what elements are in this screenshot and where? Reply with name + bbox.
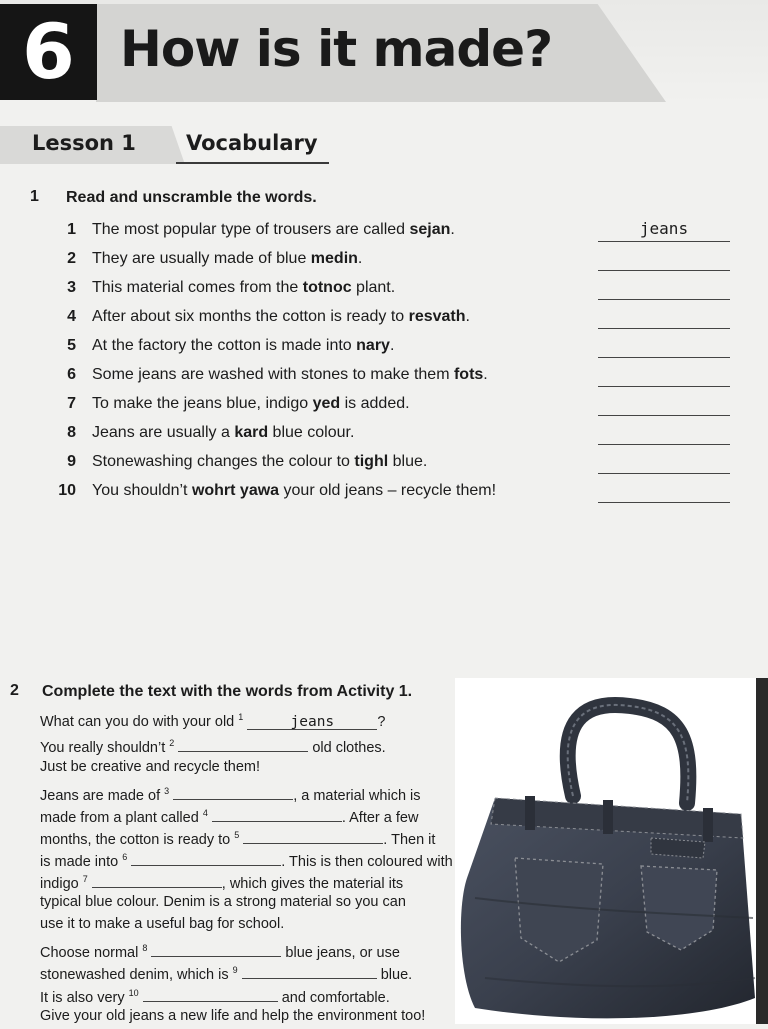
gap-number: 6: [122, 852, 128, 863]
text-line: What can you do with your old $^1$ jeans ?: [40, 712, 386, 730]
text-line: Jeans are made of $^3$ , a material which is: [40, 784, 421, 804]
scrambled-word: wohrt yawa: [191, 482, 280, 499]
text-line: Just be creative and recycle them!: [40, 759, 261, 775]
gap-blank[interactable]: [212, 806, 342, 822]
gap-number: 5: [234, 830, 240, 841]
gap-number: 10: [128, 988, 139, 999]
activity-2-number: 2: [10, 682, 19, 699]
answer-blank[interactable]: [598, 393, 730, 416]
gap-blank[interactable]: [242, 963, 377, 979]
gap-blank[interactable]: [151, 941, 281, 957]
lesson-topic: Vocabulary: [186, 131, 318, 155]
scrambled-word: tighl: [354, 453, 389, 470]
answer-blank[interactable]: [598, 277, 730, 300]
item-number: 8: [67, 424, 76, 441]
scrambled-word: kard: [234, 424, 269, 441]
gap-blank[interactable]: [143, 986, 278, 1002]
scrambled-word: totnoc: [302, 279, 352, 296]
item-sentence: You shouldn’t wohrt yawa your old jeans – recycle them!: [92, 482, 497, 499]
item-number: 7: [67, 395, 76, 412]
item-number: 6: [67, 366, 76, 383]
activity-1-item: [40, 422, 740, 448]
text-line: months, the cotton is ready to $^5$ . Then it: [40, 828, 435, 848]
activity-1-item: [40, 451, 740, 477]
activity-1-item: [40, 219, 740, 245]
text-line: made from a plant called $^4$ . After a few: [40, 806, 418, 826]
text-line: You really shouldn’t $^2$ old clothes.: [40, 736, 386, 756]
answer-blank[interactable]: [598, 306, 730, 329]
gap-number: 8: [142, 943, 148, 954]
page-edge-shadow: [756, 678, 768, 1024]
item-number: 10: [58, 482, 76, 499]
item-number: 5: [67, 337, 76, 354]
gap-blank[interactable]: [92, 872, 222, 888]
text-line: use it to make a useful bag for school.: [40, 916, 285, 932]
text-line: stonewashed denim, which is $^9$ blue.: [40, 963, 412, 983]
item-number: 4: [67, 308, 76, 325]
item-sentence: After about six months the cotton is ready to resvath.: [92, 308, 470, 325]
answer-blank[interactable]: [598, 422, 730, 445]
item-sentence: Jeans are usually a kard blue colour.: [92, 424, 355, 441]
gap-number: 3: [164, 786, 170, 797]
item-sentence: Some jeans are washed with stones to make them fots.: [92, 366, 488, 383]
gap-number: 2: [169, 738, 175, 749]
text-line: indigo $^7$ , which gives the material its: [40, 872, 403, 892]
activity-1-item: [40, 306, 740, 332]
gap-number: 9: [232, 965, 238, 976]
text-line: typical blue colour. Denim is a strong material so you can: [40, 894, 406, 910]
answer-blank[interactable]: [598, 364, 730, 387]
answer-blank[interactable]: [598, 335, 730, 358]
activity-1-item: [40, 277, 740, 303]
scrambled-word: fots: [453, 366, 484, 383]
scrambled-word: nary: [356, 337, 390, 354]
activity-1-item: [40, 393, 740, 419]
item-sentence: At the factory the cotton is made into nary.: [92, 337, 395, 354]
gap-number: 7: [82, 874, 88, 885]
activity-1-instruction: Read and unscramble the words.: [66, 189, 317, 206]
lesson-topic-underline: [176, 162, 329, 164]
scrambled-word: resvath: [408, 308, 466, 325]
activity-1-item: [40, 364, 740, 390]
text-line: It is also very $^{10}$ and comfortable.: [40, 986, 390, 1006]
answer-blank[interactable]: jeans: [598, 219, 730, 242]
item-sentence: The most popular type of trousers are called sejan.: [92, 221, 455, 238]
activity-2-instruction: Complete the text with the words from Activity 1.: [42, 683, 413, 700]
gap-blank[interactable]: [131, 850, 281, 866]
unit-header: [0, 0, 768, 104]
item-sentence: Stonewashing changes the colour to tighl blue.: [92, 453, 428, 470]
item-sentence: This material comes from the totnoc plant.: [92, 279, 396, 296]
activity-1-item: [40, 335, 740, 361]
text-line: Give your old jeans a new life and help the environment too!: [40, 1008, 426, 1024]
text-line: is made into $^6$ . This is then coloured with: [40, 850, 453, 870]
text-line: Choose normal $^8$ blue jeans, or use: [40, 941, 400, 961]
gap-blank[interactable]: [173, 784, 293, 800]
answer-blank[interactable]: [598, 248, 730, 271]
item-sentence: To make the jeans blue, indigo yed is added.: [92, 395, 410, 412]
denim-bag-icon: [455, 678, 768, 1024]
activity-1-item: [40, 248, 740, 274]
answer-blank[interactable]: [598, 480, 730, 503]
denim-bag-picture: [455, 678, 768, 1024]
scrambled-word: medin: [310, 250, 358, 267]
item-number: 2: [67, 250, 76, 267]
gap-number: 1: [238, 712, 244, 722]
scrambled-word: yed: [312, 395, 341, 412]
gap-number: 4: [202, 808, 208, 819]
activity-1-item: [40, 480, 740, 506]
unit-title: How is it made?: [120, 20, 553, 78]
answer-blank[interactable]: [598, 451, 730, 474]
gap-blank[interactable]: jeans: [247, 714, 377, 730]
item-number: 1: [67, 221, 76, 238]
item-number: 3: [67, 279, 76, 296]
gap-blank[interactable]: [243, 828, 383, 844]
item-number: 9: [67, 453, 76, 470]
unit-number: 6: [22, 7, 75, 96]
item-sentence: They are usually made of blue medin.: [92, 250, 363, 267]
scrambled-word: sejan: [409, 221, 451, 238]
gap-blank[interactable]: [178, 736, 308, 752]
lesson-label: Lesson 1: [32, 131, 136, 155]
unit-number-box: [0, 4, 97, 100]
activity-1-number: 1: [30, 188, 39, 205]
